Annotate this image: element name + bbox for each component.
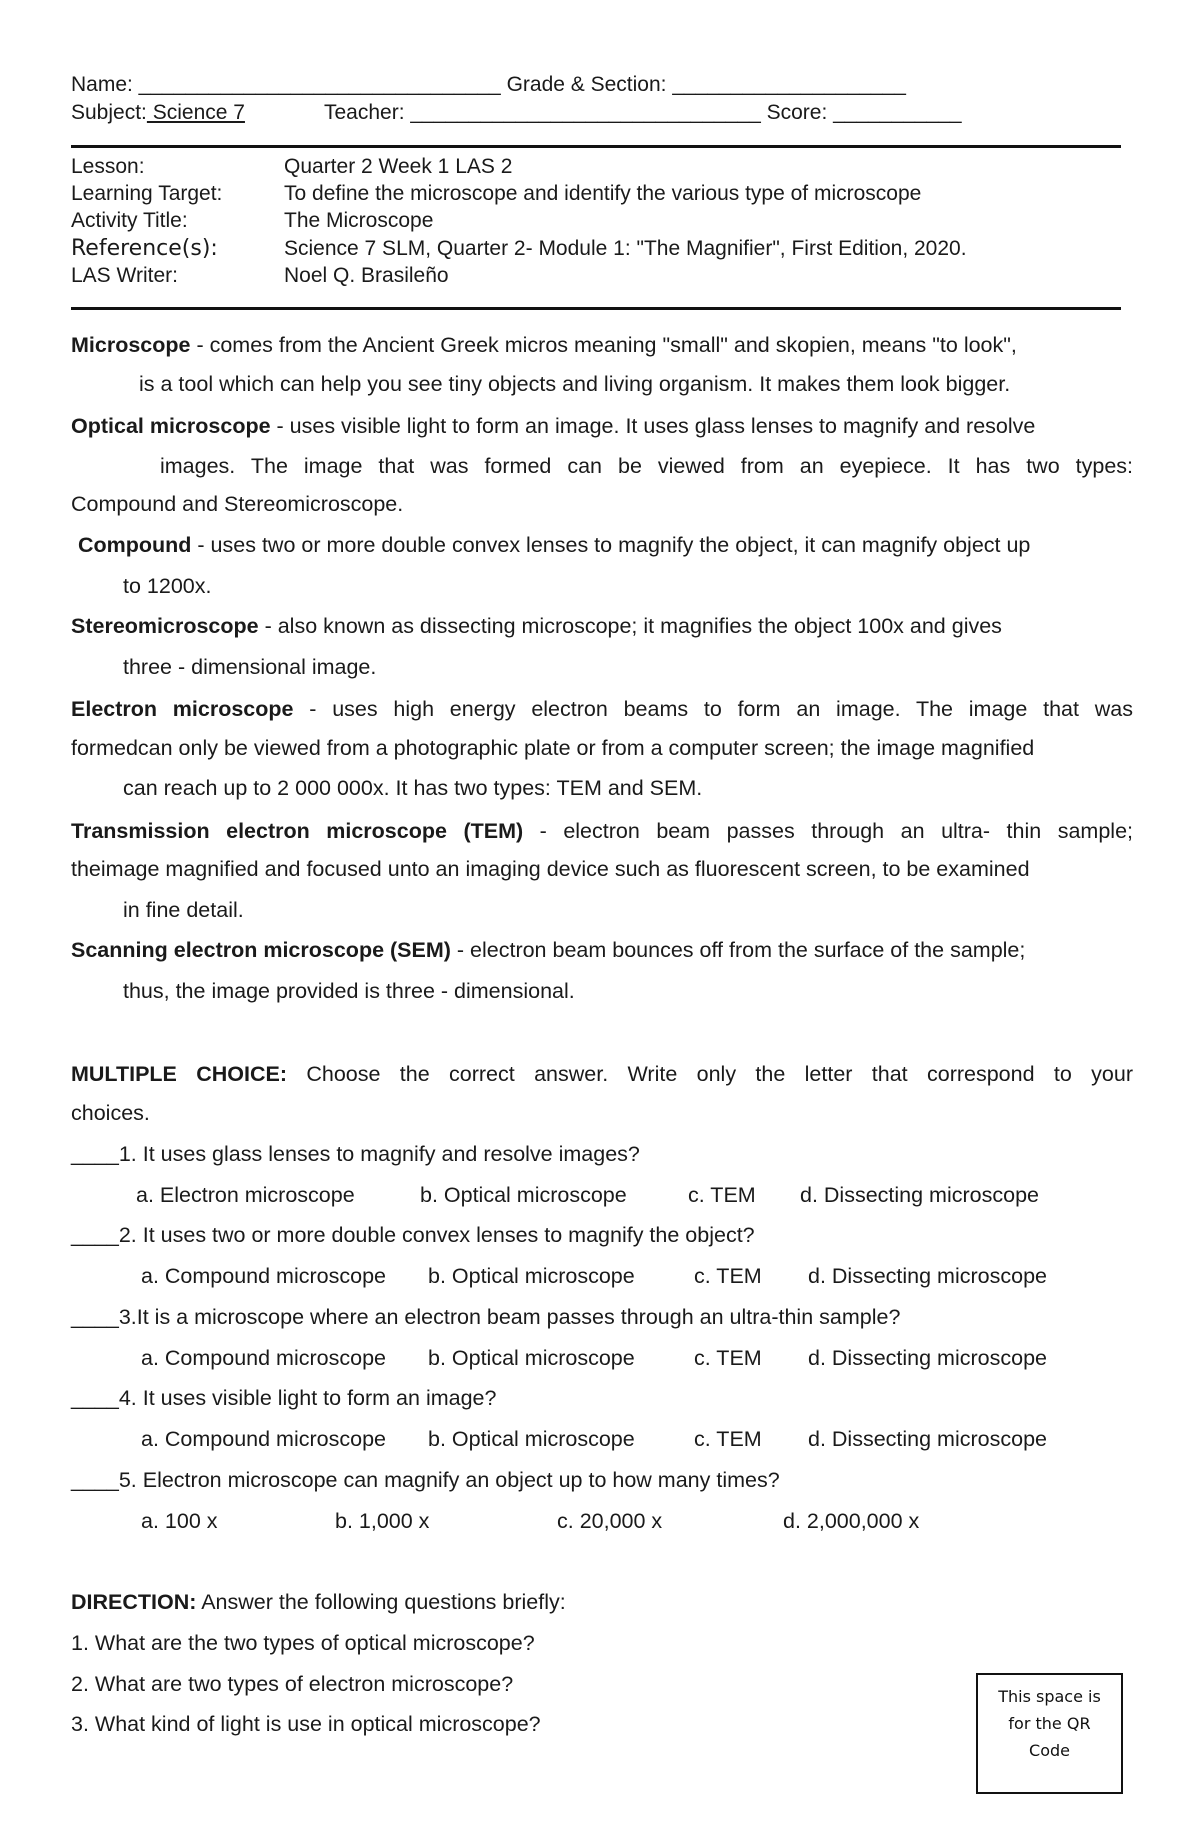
definition-sem-line2: thus, the image provided is three - dimensional. (123, 979, 575, 1003)
learning-target-label: Learning Target: (71, 182, 223, 205)
multiple-choice-instruction-line2: choices. (71, 1101, 150, 1125)
definition-electron-line1: Electron microscope - uses high energy electron beams to form an image. The image that was (71, 697, 1133, 721)
learning-target-value: To define the microscope and identify the various type of microscope (284, 182, 922, 205)
las-writer-label: LAS Writer: (71, 264, 178, 287)
definition-stereo-line1: Stereomicroscope - also known as dissecting microscope; it magnifies the object 100x and gives (71, 614, 1002, 638)
question-4-stem: ____4. It uses visible light to form an image? (71, 1386, 497, 1410)
reference-value: Science 7 SLM, Quarter 2- Module 1: "The Magnifier", First Edition, 2020. (284, 237, 967, 260)
term-compound: Compound (78, 533, 192, 557)
term-optical-microscope: Optical microscope (71, 414, 271, 438)
definition-electron-line3: can reach up to 2 000 000x. It has two types: TEM and SEM. (123, 776, 703, 800)
question-1-option-b: b. Optical microscope (420, 1183, 627, 1207)
subject-line (71, 101, 245, 125)
question-1-stem: ____1. It uses glass lenses to magnify and resolve images? (71, 1142, 640, 1166)
question-1-option-c: c. TEM (688, 1183, 756, 1207)
question-1-option-d: d. Dissecting microscope (800, 1183, 1039, 1207)
direction-question-1: 1. What are the two types of optical microscope? (71, 1631, 535, 1655)
qr-box-line3: Code (1029, 1741, 1070, 1760)
question-4-option-c: c. TEM (694, 1427, 762, 1451)
question-5-option-b: b. 1,000 x (335, 1509, 430, 1533)
definition-microscope-line2: is a tool which can help you see tiny objects and living organism. It makes them look bigger. (139, 372, 1011, 396)
question-2-option-a: a. Compound microscope (141, 1264, 386, 1288)
question-3-option-b: b. Optical microscope (428, 1346, 635, 1370)
lesson-label: Lesson: (71, 155, 145, 178)
name-grade-line: Name: _______________________________ Grade & Section: ____________________ (71, 73, 906, 96)
question-3-stem: ____3.It is a microscope where an electron beam passes through an ultra-thin sample? (71, 1305, 901, 1329)
definition-stereo-line2: three - dimensional image. (123, 655, 377, 679)
term-stereomicroscope: Stereomicroscope (71, 614, 259, 638)
activity-title-label: Activity Title: (71, 209, 188, 232)
question-5-option-c: c. 20,000 x (557, 1509, 663, 1533)
definition-compound-line1: Compound - uses two or more double convex lenses to magnify the object, it can magnify object up (78, 533, 1031, 557)
definition-tem-line1: Transmission electron microscope (TEM) - electron beam passes through an ultra- thin sample; (71, 819, 1134, 843)
reference-label: Reference(s): (71, 236, 218, 261)
question-3-option-d: d. Dissecting microscope (808, 1346, 1047, 1370)
question-5-option-a: a. 100 x (141, 1509, 218, 1533)
definition-optical-line1: Optical microscope - uses visible light to form an image. It uses glass lenses to magnify and resolve (71, 414, 1036, 438)
definition-sem-line1: Scanning electron microscope (SEM) - electron beam bounces off from the surface of the sample; (71, 938, 1026, 962)
divider-bottom (71, 307, 1121, 310)
subject-label: Subject: (71, 101, 147, 124)
question-5-option-d: d. 2,000,000 x (783, 1509, 920, 1533)
question-3-option-c: c. TEM (694, 1346, 762, 1370)
subject-value: Science 7 (146, 101, 245, 124)
direction-question-3: 3. What kind of light is use in optical microscope? (71, 1712, 541, 1736)
direction-question-2: 2. What are two types of electron microscope? (71, 1672, 514, 1696)
definition-optical-line3: Compound and Stereomicroscope. (71, 492, 404, 516)
direction-heading: DIRECTION: (71, 1590, 197, 1614)
definition-compound-line2: to 1200x. (123, 574, 212, 598)
teacher-score-line: Teacher: ______________________________ Score: ___________ (324, 101, 962, 124)
question-5-stem: ____5. Electron microscope can magnify an object up to how many times? (71, 1468, 780, 1492)
question-2-stem: ____2. It uses two or more double convex lenses to magnify the object? (71, 1223, 755, 1247)
question-2-option-c: c. TEM (694, 1264, 762, 1288)
question-3-option-a: a. Compound microscope (141, 1346, 386, 1370)
definition-optical-line2: images. The image that was formed can be viewed from an eyepiece. It has two types: (160, 454, 1133, 478)
term-sem: Scanning electron microscope (SEM) (71, 938, 451, 962)
term-microscope: Microscope (71, 333, 191, 357)
qr-box-line1: This space is (998, 1687, 1101, 1706)
definition-tem-line3: in fine detail. (123, 898, 244, 922)
divider-top (71, 145, 1121, 148)
qr-box-line2: for the QR (1008, 1714, 1091, 1733)
definition-electron-line2: formedcan only be viewed from a photographic plate or from a computer screen; the image magnified (71, 736, 1035, 760)
question-4-option-d: d. Dissecting microscope (808, 1427, 1047, 1451)
las-writer-value: Noel Q. Brasileño (284, 264, 449, 287)
question-2-option-d: d. Dissecting microscope (808, 1264, 1047, 1288)
activity-title-value: The Microscope (284, 209, 434, 232)
question-4-option-a: a. Compound microscope (141, 1427, 386, 1451)
question-2-option-b: b. Optical microscope (428, 1264, 635, 1288)
qr-code-placeholder (976, 1673, 1123, 1794)
lesson-value: Quarter 2 Week 1 LAS 2 (284, 155, 513, 178)
multiple-choice-heading: MULTIPLE CHOICE: (71, 1062, 288, 1086)
question-1-option-a: a. Electron microscope (136, 1183, 355, 1207)
multiple-choice-instruction-line1: MULTIPLE CHOICE: Choose the correct answer. Write only the letter that correspond to your (71, 1062, 1133, 1086)
direction-instruction: DIRECTION: Answer the following questions briefly: (71, 1590, 566, 1614)
term-tem: Transmission electron microscope (TEM) (71, 819, 524, 843)
question-4-option-b: b. Optical microscope (428, 1427, 635, 1451)
term-electron-microscope: Electron microscope (71, 697, 294, 721)
definition-microscope-line1: Microscope - comes from the Ancient Greek micros meaning "small" and skopien, means "to look", (71, 333, 1017, 357)
definition-tem-line2: theimage magnified and focused unto an imaging device such as fluorescent screen, to be examined (71, 857, 1030, 881)
